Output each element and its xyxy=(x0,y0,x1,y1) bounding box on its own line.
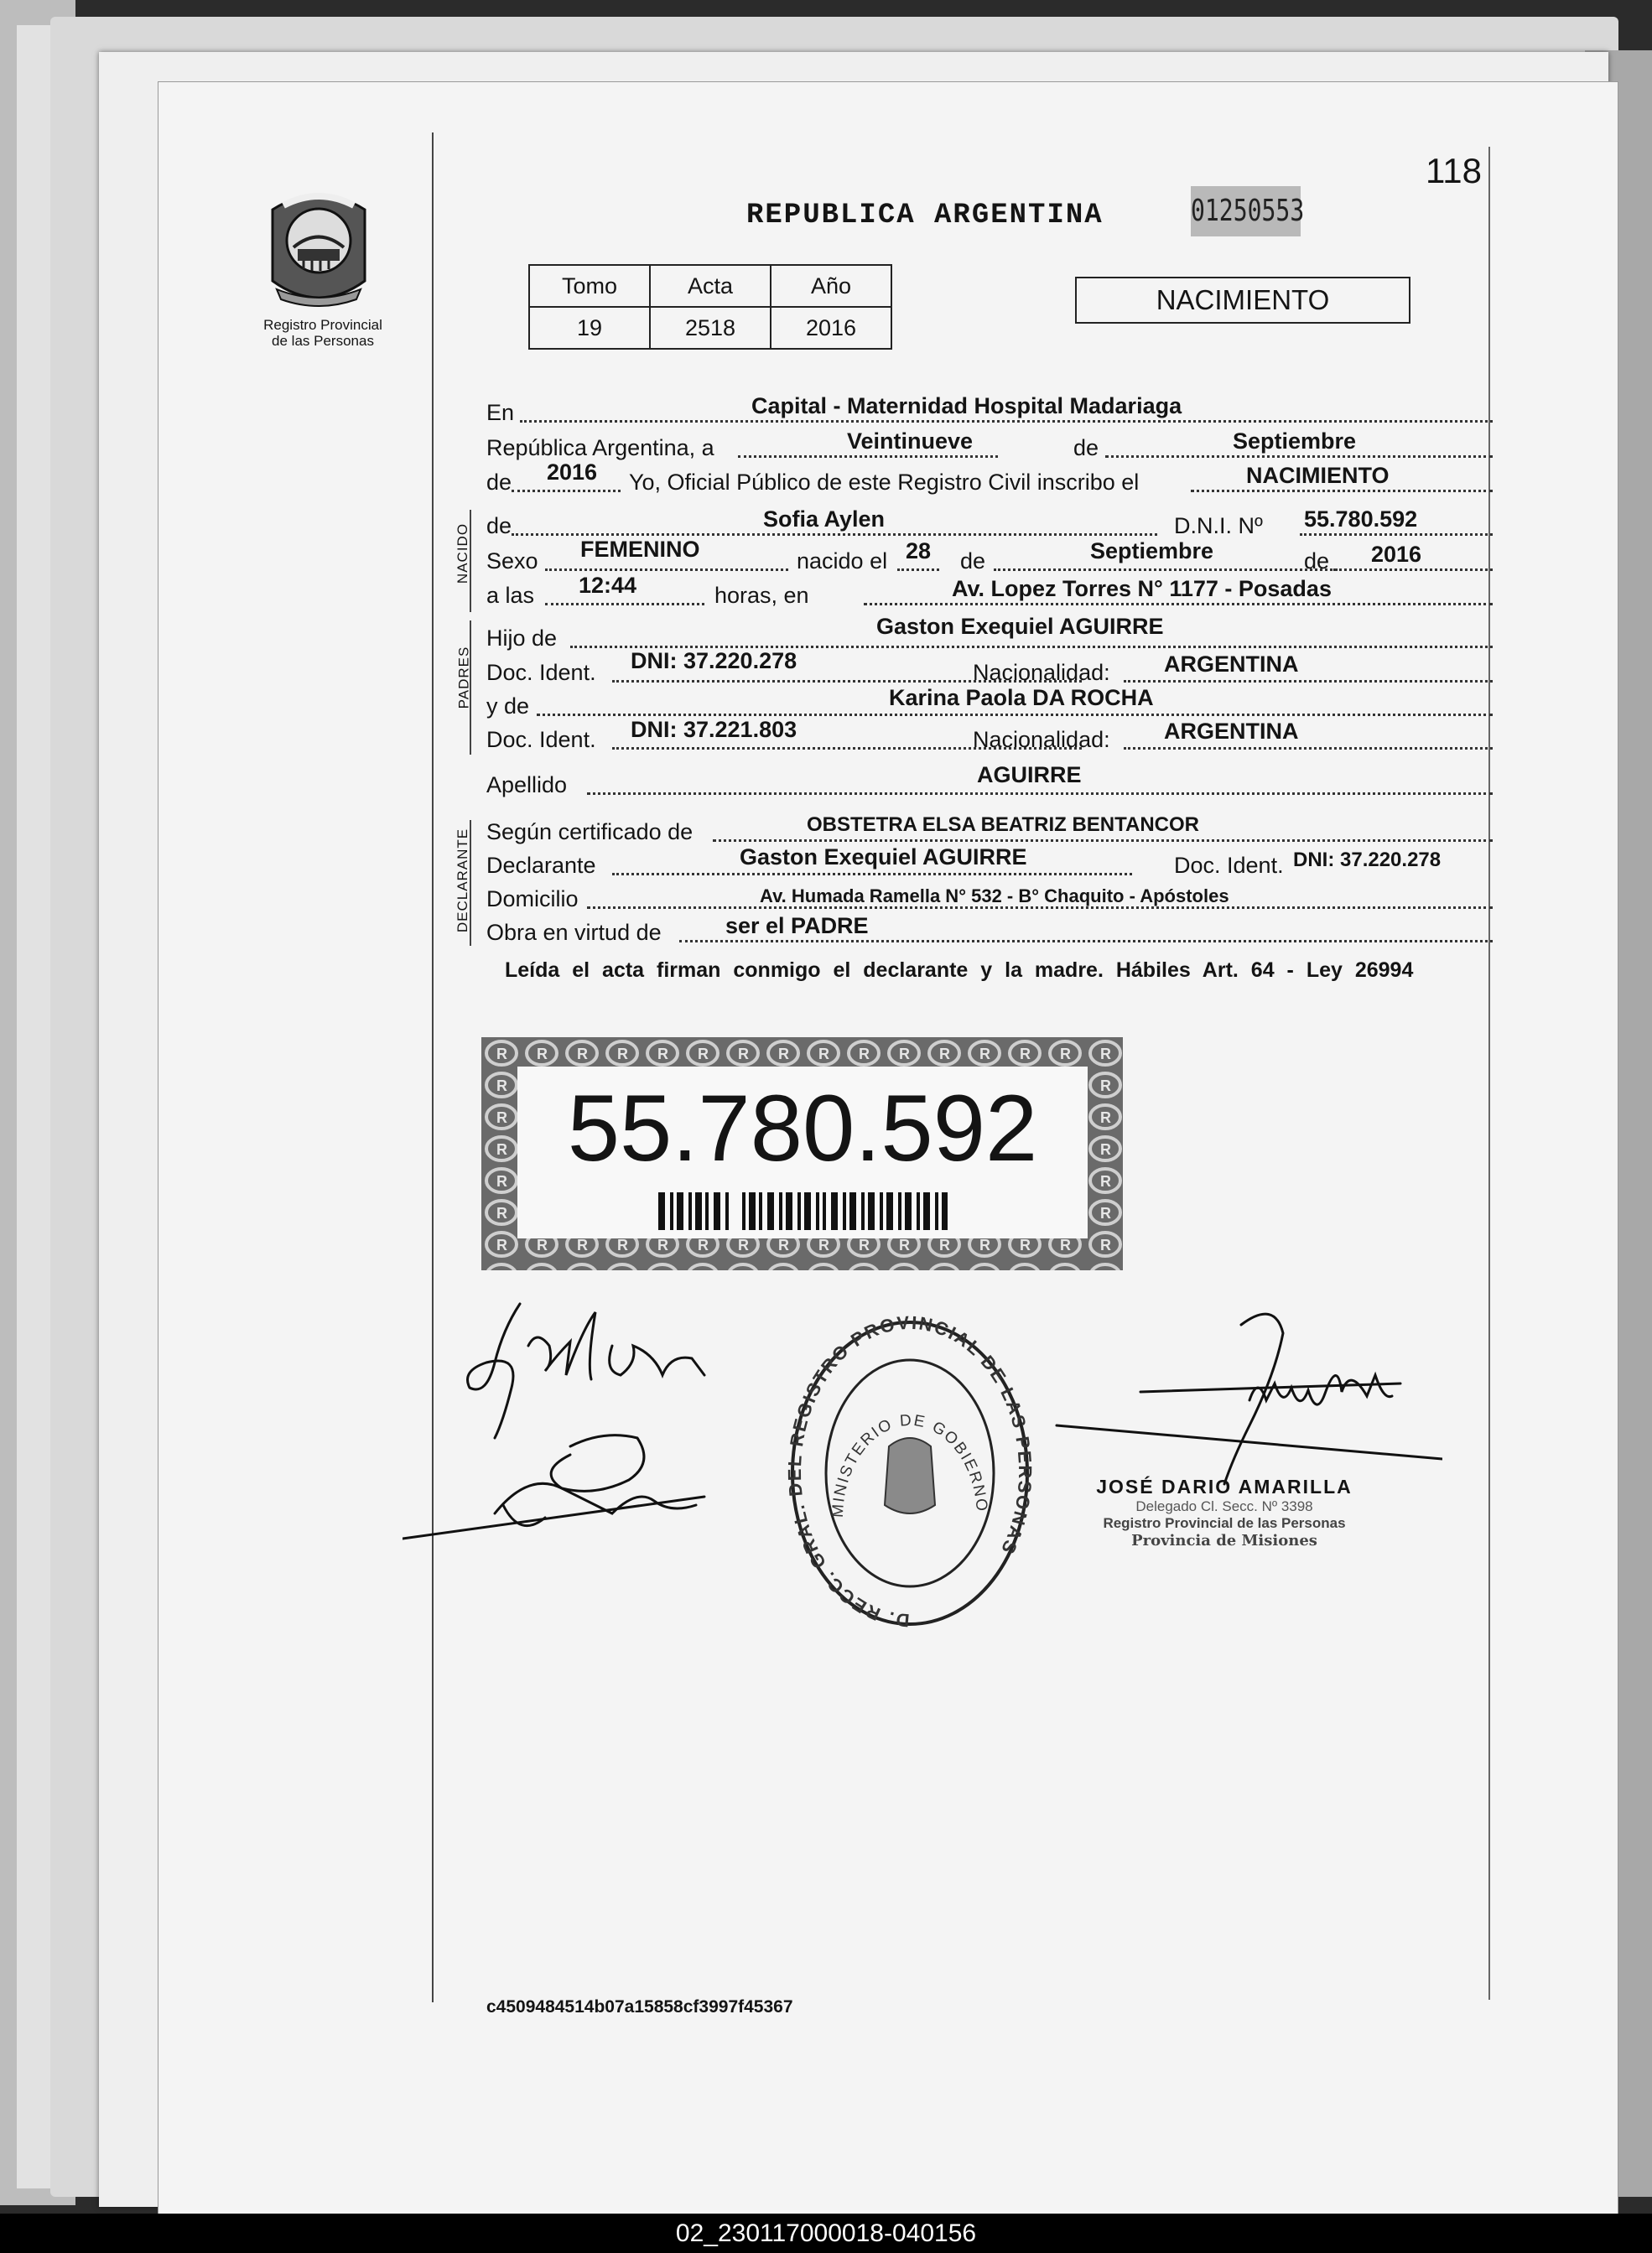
officer-organization: Registro Provincial de las Personas xyxy=(1103,1515,1346,1531)
provincial-coat-of-arms-icon xyxy=(260,180,377,310)
value-declarant-doc: DNI: 37.220.278 xyxy=(1293,849,1442,871)
stamp-ring-text: D. RECC. GRAL. DEL REGISTRO PROVINCIAL DE LAS PERSONAS xyxy=(784,1312,1036,1632)
label-en: En xyxy=(486,400,515,425)
acta-value: 2518 xyxy=(650,307,771,349)
row-certificate xyxy=(486,813,1463,845)
label-sexo: Sexo xyxy=(486,548,538,574)
label-republica: República Argentina, a xyxy=(486,435,714,460)
label-hijo-de: Hijo de xyxy=(486,626,558,651)
dotted-line xyxy=(537,714,1493,716)
row-surname xyxy=(486,762,1463,798)
value-certificate: OBSTETRA ELSA BEATRIZ BENTANCOR xyxy=(807,813,1199,836)
dotted-line xyxy=(545,603,704,605)
dotted-line xyxy=(1124,680,1493,683)
row-address xyxy=(486,880,1463,912)
dotted-line xyxy=(520,420,1493,423)
value-surname: AGUIRRE xyxy=(977,762,1082,787)
label-y-de: y de xyxy=(486,693,530,719)
officer-stamp xyxy=(1073,1476,1375,1550)
value-mother-doc: DNI: 37.221.803 xyxy=(631,717,797,742)
section-label-declarante: DECLARANTE xyxy=(455,828,471,933)
act-type-box: NACIMIENTO xyxy=(1075,277,1410,324)
barcode-bars xyxy=(658,1192,948,1230)
row-mother-doc xyxy=(486,717,1463,753)
label-dni: D.N.I. Nº xyxy=(1174,513,1263,538)
dni-barcode-sticker xyxy=(481,1037,1123,1270)
label-doc-ident-declarant: Doc. Ident. xyxy=(1174,853,1284,878)
officer-name: JOSÉ DARIO AMARILLA xyxy=(1096,1476,1353,1498)
act-reference-table xyxy=(528,264,892,350)
value-father-doc: DNI: 37.220.278 xyxy=(631,648,797,673)
value-declarant-name: Gaston Exequiel AGUIRRE xyxy=(740,844,1027,870)
anio-value: 2016 xyxy=(771,307,891,349)
stamp-inner-text xyxy=(826,1367,994,1585)
section-label-padres: PADRES xyxy=(455,646,472,709)
dotted-line xyxy=(512,533,1157,536)
value-birth-time: 12:44 xyxy=(579,573,637,598)
document-hash: c4509484514b07a15858cf3997f45367 xyxy=(486,1997,793,2017)
value-father-nationality: ARGENTINA xyxy=(1164,652,1299,677)
section-label-nacido: NACIDO xyxy=(455,522,471,584)
margin-line xyxy=(432,132,434,2002)
row-place xyxy=(486,394,1463,426)
tomo-value: 19 xyxy=(529,307,650,349)
label-a-las: a las xyxy=(486,583,535,608)
stamp-inner-caption: MINISTERIO DE GOBIERNO xyxy=(829,1411,991,1518)
label-obra-en-virtud: Obra en virtud de xyxy=(486,920,662,945)
value-birth-day: 28 xyxy=(906,538,932,563)
dotted-line xyxy=(545,568,788,571)
document-title: REPUBLICA ARGENTINA xyxy=(746,200,1104,231)
row-sex-birthdate xyxy=(486,537,1463,574)
serial-number: 01250553 xyxy=(1191,186,1301,236)
value-child-dni: 55.780.592 xyxy=(1304,506,1418,532)
barcode-number: 55.780.592 xyxy=(567,1076,1038,1181)
value-address: Av. Humada Ramella N° 532 - B° Chaquito - Apóstoles xyxy=(760,885,1229,906)
declarant-signature xyxy=(403,1295,755,1572)
value-sex: FEMENINO xyxy=(580,537,700,562)
label-de-year: de xyxy=(486,470,512,495)
row-time-place xyxy=(486,573,1463,609)
value-birth-year: 2016 xyxy=(1371,542,1422,567)
officer-role: Delegado Cl. Secc. Nº 3398 xyxy=(1135,1498,1313,1514)
label-apellido: Apellido xyxy=(486,772,568,797)
value-mother-name: Karina Paola DA ROCHA xyxy=(889,685,1154,710)
dotted-line xyxy=(1124,747,1493,750)
label-horas: horas, en xyxy=(714,583,809,608)
dotted-line xyxy=(994,568,1338,571)
dotted-line xyxy=(738,455,998,458)
value-year: 2016 xyxy=(547,459,598,485)
label-segun-certificado: Según certificado de xyxy=(486,819,694,844)
value-event: NACIMIENTO xyxy=(1246,463,1390,488)
dotted-line xyxy=(1333,568,1493,571)
row-capacity xyxy=(486,914,1463,946)
dotted-line xyxy=(713,839,1493,842)
logo-caption-line-1: Registro Provincial xyxy=(263,317,382,333)
dotted-line xyxy=(1191,490,1493,492)
value-month: Septiembre xyxy=(1233,428,1357,454)
dotted-line xyxy=(897,568,939,571)
dotted-line xyxy=(587,792,1493,795)
value-place: Capital - Maternidad Hospital Madariaga xyxy=(751,393,1182,418)
row-name xyxy=(486,507,1463,539)
row-date xyxy=(486,429,1463,461)
label-declarante: Declarante xyxy=(486,853,596,878)
dotted-line xyxy=(1300,533,1493,536)
row-father-doc xyxy=(486,648,1463,686)
value-child-name: Sofia Aylen xyxy=(763,506,886,532)
legal-note: Leída el acta firman conmigo el declarante y la madre. Hábiles Art. 64 - Ley 26994 xyxy=(505,958,1414,982)
officer-province: Provincia de Misiones xyxy=(1131,1532,1317,1550)
registry-logo-caption xyxy=(226,317,419,349)
right-margin-line xyxy=(1488,147,1490,2000)
value-birth-month: Septiembre xyxy=(1090,538,1214,563)
dotted-line xyxy=(612,873,1132,875)
label-de-name: de xyxy=(486,513,512,538)
value-birth-place: Av. Lopez Torres N° 1177 - Posadas xyxy=(952,576,1332,601)
label-domicilio: Domicilio xyxy=(486,886,579,911)
logo-caption-line-2: de las Personas xyxy=(272,333,374,349)
label-nacionalidad: Nacionalidad: xyxy=(973,660,1110,685)
value-capacity: ser el PADRE xyxy=(725,913,869,938)
value-mother-nationality: ARGENTINA xyxy=(1164,719,1299,744)
barcode-label xyxy=(517,1067,1088,1238)
label-inscribo: Yo, Oficial Público de este Registro Civil inscribo el xyxy=(629,470,1140,495)
row-inscription xyxy=(486,459,1463,496)
image-filename-footer: 02_230117000018-040156 xyxy=(0,2214,1652,2253)
label-de-month: de xyxy=(1304,548,1330,574)
dotted-line xyxy=(864,603,1493,605)
dotted-line xyxy=(512,490,621,492)
label-de: de xyxy=(1073,435,1099,460)
label-doc-ident: Doc. Ident. xyxy=(486,660,596,685)
dotted-line xyxy=(1105,455,1493,458)
dotted-line xyxy=(679,940,1493,942)
row-mother xyxy=(486,685,1463,719)
row-declarant xyxy=(486,844,1463,879)
acta-header: Acta xyxy=(650,265,771,307)
label-de-day: de xyxy=(960,548,986,574)
page-number: 118 xyxy=(1426,151,1482,190)
label-nacionalidad-mother: Nacionalidad: xyxy=(973,727,1110,752)
label-doc-ident-mother: Doc. Ident. xyxy=(486,727,596,752)
label-nacido-el: nacido el xyxy=(797,548,888,574)
value-day-words: Veintinueve xyxy=(847,428,974,454)
anio-header: Año xyxy=(771,265,891,307)
row-father xyxy=(486,614,1463,652)
value-father-name: Gaston Exequiel AGUIRRE xyxy=(876,614,1164,639)
svg-text:MINISTERIO DE GOBIERNO xyxy=(829,1412,990,1518)
tomo-header: Tomo xyxy=(529,265,650,307)
